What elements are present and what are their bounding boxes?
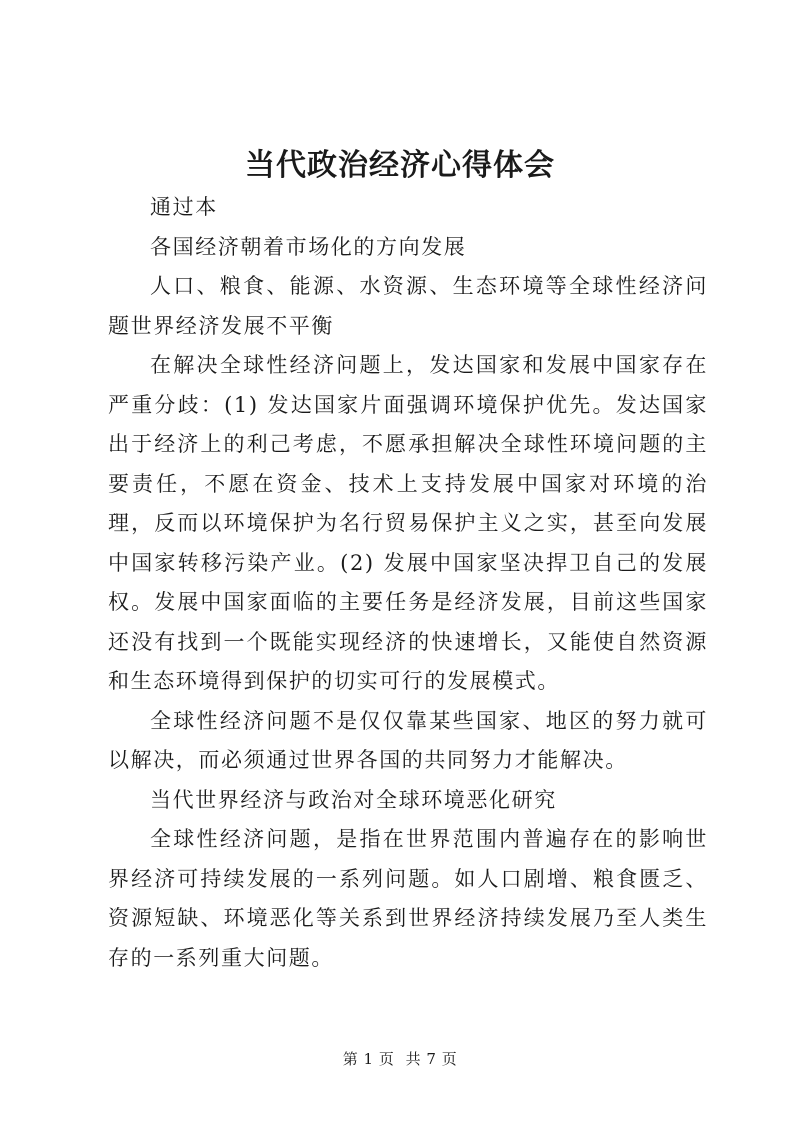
paragraph: 全球性经济问题不是仅仅靠某些国家、地区的努力就可以解决，而必须通过世界各国的共同努力才能解决。 [108, 708, 708, 772]
paragraph: 人口、粮食、能源、水资源、生态环境等全球性经济问题世界经济发展不平衡 [108, 274, 708, 338]
paragraph: 当代世界经济与政治对全球环境恶化研究 [150, 787, 557, 812]
page-number: 第 1 页 [342, 1050, 395, 1068]
paragraph: 通过本 [150, 195, 218, 219]
paragraph: 各国经济朝着市场化的方向发展 [150, 234, 467, 259]
page-total: 共 7 页 [405, 1050, 458, 1068]
paragraph: 在解决全球性经济问题上，发达国家和发展中国家存在严重分歧：(1) 发达国家片面强调环境保护优先。发达国家出于经济上的利己考虑，不愿承担解决全球性环境问题的主要责任，不愿在资金、技术上支持发展中国家对环境的治理，反而以环境保护为名行贸易保护主义之实，甚至向发展中国家转移污染产业。(2) 发展中国家坚决捍卫自己的发展权。发展中国家面临的主要任务是经济发展，目前这些国家还没有找到一个既能实现经济的快速增长，又能使自然资源和生态环境得到保护的切实可行的发展模式。 [108, 353, 708, 693]
paragraph: 全球性经济问题，是指在世界范围内普遍存在的影响世界经济可持续发展的一系列问题。如人口剧增、粮食匮乏、资源短缺、环境恶化等关系到世界经济持续发展乃至人类生存的一系列重大问题。 [108, 827, 708, 970]
page-footer [0, 1048, 800, 1069]
document-title: 当代政治经济心得体会 [245, 148, 555, 183]
document-body [108, 188, 708, 978]
